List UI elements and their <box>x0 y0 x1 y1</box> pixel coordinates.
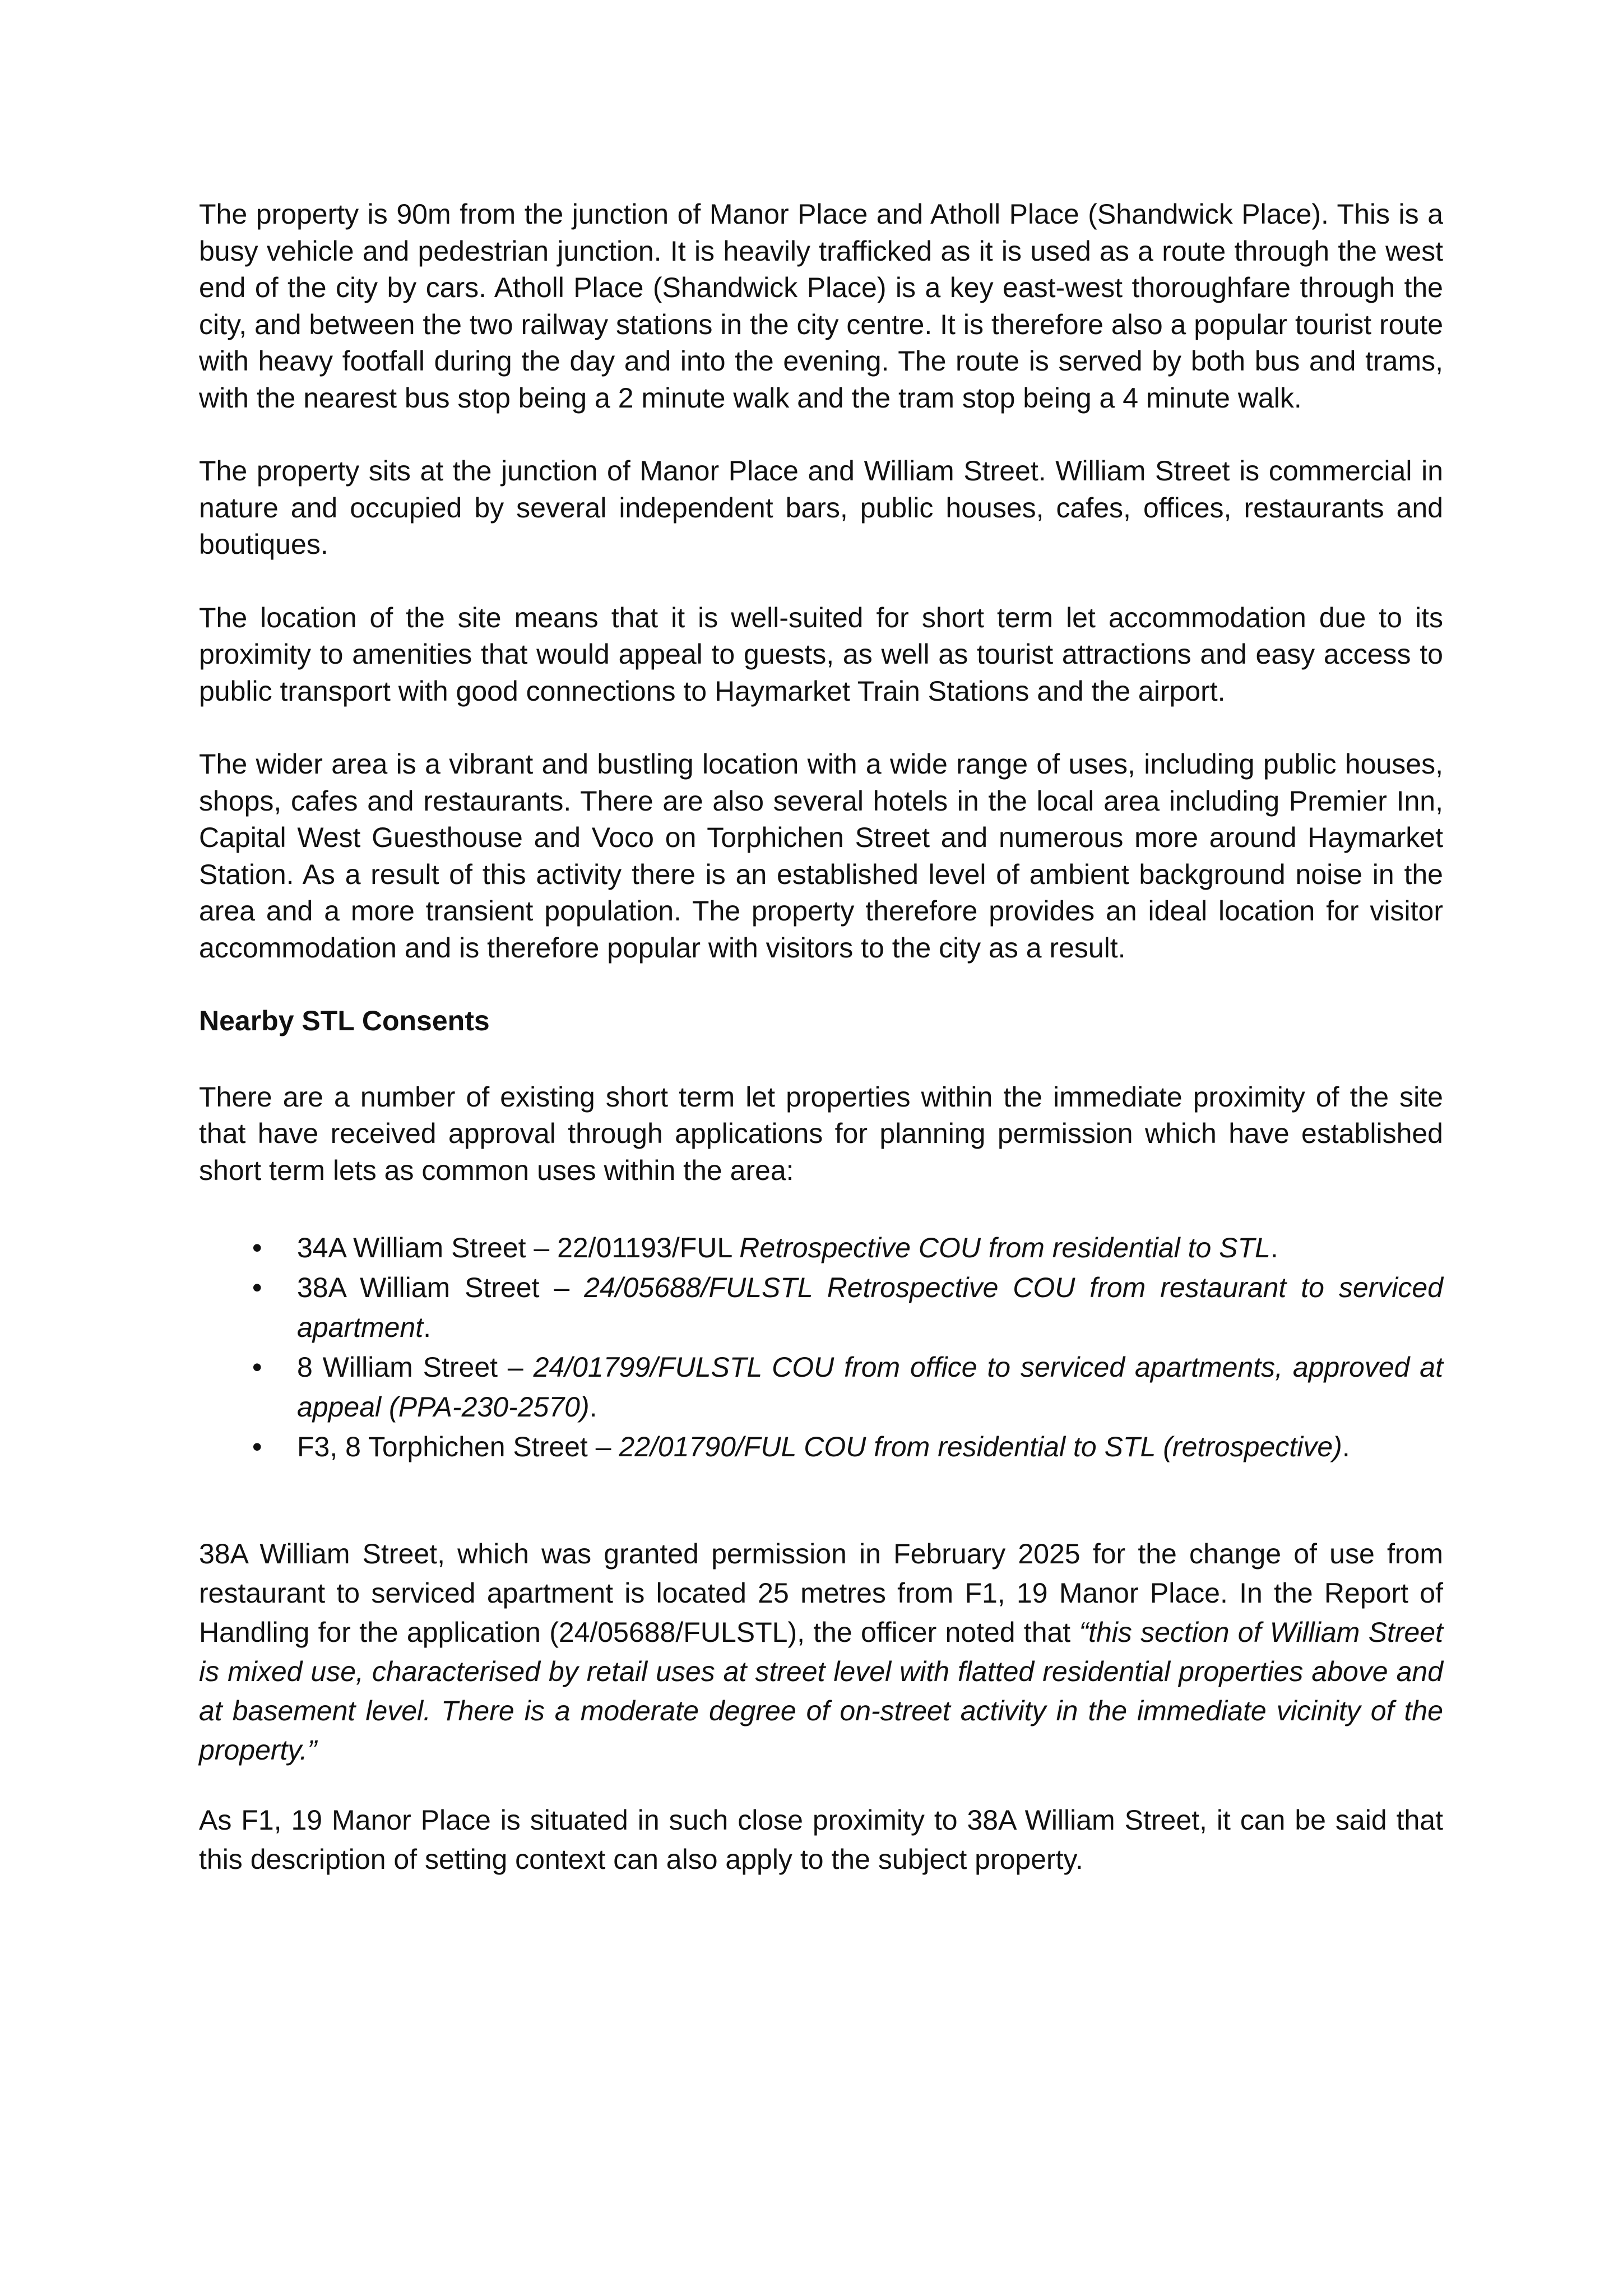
consent-detail: 22/01790/FUL COU from residential to STL (retrospective) <box>619 1431 1342 1462</box>
list-item <box>199 1427 1443 1467</box>
consent-address: 38A William Street – <box>297 1272 585 1303</box>
consent-tail: . <box>1270 1232 1278 1263</box>
section-heading: Nearby STL Consents <box>199 1005 490 1036</box>
list-item <box>199 1348 1443 1427</box>
consents-list <box>199 1228 1443 1467</box>
bullet-icon: • <box>252 1272 262 1303</box>
consent-detail: 24/05688/FULSTL Retrospective COU from restaurant to serviced apartment <box>297 1272 1444 1343</box>
officer-quote: “this section of William Street is mixed use, characterised by retail uses at street level with flatted residential properties above and at basement level. There is a moderate degree of on-street activity in the immediate vicinity of the property.” <box>199 1617 1443 1766</box>
consent-tail: . <box>589 1391 597 1423</box>
report-text: 38A William Street, which was granted permission in February 2025 for the change of use from restaurant to serviced apartment is located 25 metres from F1, 19 Manor Place. In the Report of Handling for the application (24/05688/FULSTL), the officer noted that <box>199 1538 1443 1648</box>
location-paragraph: The property is 90m from the junction of Manor Place and Atholl Place (Shandwick Place). This is a busy vehicle and pedestrian junction. It is heavily trafficked as it is used as a route through the west end of the city by cars. Atholl Place (Shandwick Place) is a key east-west thoroughfare through the city, and between the two railway stations in the city centre. It is therefore also a popular tourist route with heavy footfall during the day and into the evening. The route is served by both bus and trams, with the nearest bus stop being a 2 minute walk and the tram stop being a 4 minute walk. <box>199 198 1443 414</box>
wider-area-paragraph: The wider area is a vibrant and bustling location with a wide range of uses, including public houses, shops, cafes and restaurants. There are also several hotels in the local area including Premier Inn, Capital West Guesthouse and Voco on Torphichen Street and numerous more around Haymarket Station. As a result of this activity there is an established level of ambient background noise in the area and a more transient population. The property therefore provides an ideal location for visitor accommodation and is therefore popular with visitors to the city as a result. <box>199 748 1443 964</box>
list-item <box>199 1268 1443 1348</box>
bullet-icon: • <box>252 1232 262 1263</box>
consent-tail: . <box>1342 1431 1350 1462</box>
consent-address: 34A William Street – 22/01193/FUL <box>297 1232 740 1263</box>
bullet-icon: • <box>252 1351 262 1383</box>
consent-address: F3, 8 Torphichen Street – <box>297 1431 619 1462</box>
document-page <box>199 196 1443 1879</box>
consent-detail: Retrospective COU from residential to STL <box>739 1232 1270 1263</box>
conclusion-paragraph: As F1, 19 Manor Place is situated in such close proximity to 38A William Street, it can be said that this description of setting context can also apply to the subject property. <box>199 1804 1443 1875</box>
suitability-paragraph: The location of the site means that it is well-suited for short term let accommodation due to its proximity to amenities that would appeal to guests, as well as tourist attractions and easy access to public transport with good connections to Haymarket Train Stations and the airport. <box>199 601 1443 707</box>
bullet-icon: • <box>252 1431 262 1462</box>
consent-address: 8 William Street – <box>297 1351 534 1383</box>
consent-detail: 24/01799/FULSTL COU from office to serviced apartments, approved at appeal (PPA-230-2570) <box>297 1351 1444 1423</box>
consent-tail: . <box>423 1312 432 1343</box>
report-of-handling-paragraph <box>199 1534 1443 1770</box>
list-item <box>199 1228 1443 1268</box>
junction-paragraph: The property sits at the junction of Manor Place and William Street. William Street is commercial in nature and occupied by several independent bars, public houses, cafes, offices, restaurants and boutiques. <box>199 455 1443 560</box>
consents-intro-paragraph: There are a number of existing short term let properties within the immediate proximity of the site that have received approval through applications for planning permission which have established short term lets as common uses within the area: <box>199 1081 1443 1186</box>
